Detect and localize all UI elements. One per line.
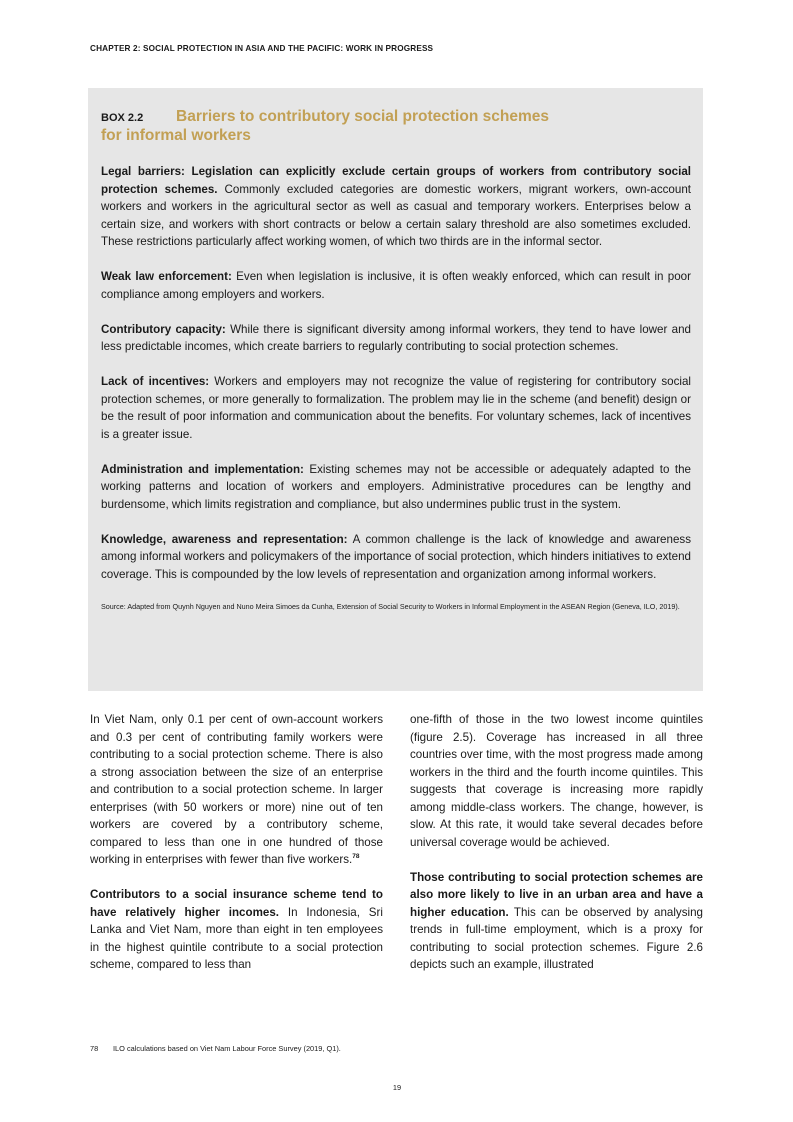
paragraph-text: In Viet Nam, only 0.1 per cent of own-account workers and 0.3 per cent of contributing family workers were contributing to a social protection scheme. There is also a strong association between the size of an enterprise and contribution to a social protection scheme. In larger enterprises (with 50 workers or more) nine out of ten workers are covered by a contributory scheme, compared to less than one in one hundred of those working in enterprises with fewer than five workers. xyxy=(90,713,383,866)
body-paragraph xyxy=(410,869,703,974)
box-paragraph-knowledge xyxy=(101,531,691,584)
paragraph-lead: Administration and implementation: xyxy=(101,462,304,476)
body-column-right xyxy=(410,711,703,991)
box-paragraphs xyxy=(101,163,691,583)
footnote-text: ILO calculations based on Viet Nam Labour Force Survey (2019, Q1). xyxy=(113,1044,341,1053)
box-title-text xyxy=(101,108,691,144)
paragraph-lead: Contributory capacity: xyxy=(101,322,226,336)
paragraph-lead: Legal barriers: Legislation can explicitly exclude certain groups of workers from contributory social protection schemes. xyxy=(101,165,691,196)
box-paragraph-lack-of-incentives xyxy=(101,373,691,443)
paragraph-text: A common challenge is the lack of knowledge and awareness among informal workers and policymakers of the importance of social protection, which hinders initiatives to extend coverage. This is compounded by the low levels of representation and organization among informal workers. xyxy=(101,532,691,581)
footnote-number: 78 xyxy=(90,1044,99,1053)
box-paragraph-administration xyxy=(101,461,691,514)
body-paragraph xyxy=(90,886,383,974)
footnote-reference[interactable]: 78 xyxy=(352,853,360,861)
paragraph-text: Even when legislation is inclusive, it is often weakly enforced, which can result in poor compliance among employers and workers. xyxy=(101,270,691,301)
paragraph-lead: Contributors to a social insurance scheme tend to have relatively higher incomes. xyxy=(90,888,383,919)
paragraph-text: In Indonesia, Sri Lanka and Viet Nam, more than eight in ten employees in the highest quintile contribute to a social protection scheme, compared to less than xyxy=(90,905,383,971)
box-paragraph-weak-law-enforcement xyxy=(101,268,691,303)
paragraph-text: This can be observed by analysing trends in full-time employment, which is a proxy for contributing to social protection schemes. Figure 2.6 depicts such an example, illustrated xyxy=(410,905,703,971)
paragraph-lead: Those contributing to social protection schemes are also more likely to live in an urban area and have a higher education. xyxy=(410,870,703,919)
paragraph-text: Workers and employers may not recognize the value of registering for contributory social protection schemes, or more generally to formalization. The problem may lie in the scheme (and benefit) design or be the result of poor information and communication about the benefits. For voluntary schemes, lack of incentives is a greater issue. xyxy=(101,375,691,441)
body-paragraph xyxy=(90,711,383,869)
paragraph-text: Existing schemes may not be accessible or adequately adapted to the working patterns and location of workers and employers. Administrative procedures can be lengthy and burdensome, which limits registration and compliance, but also undermines public trust in the system. xyxy=(101,462,692,511)
chapter-header: CHAPTER 2: SOCIAL PROTECTION IN ASIA AND THE PACIFIC: WORK IN PROGRESS xyxy=(90,44,434,53)
box-title xyxy=(101,108,691,144)
paragraph-lead: Weak law enforcement: xyxy=(101,270,232,283)
box-2-2 xyxy=(88,88,703,691)
box-title-line1: Barriers to contributory social protection schemes xyxy=(176,108,549,125)
footnote xyxy=(90,1044,341,1053)
box-paragraph-contributory-capacity xyxy=(101,321,691,356)
paragraph-lead: Knowledge, awareness and representation: xyxy=(101,532,348,546)
paragraph-lead: Lack of incentives: xyxy=(101,375,210,388)
body-column-left xyxy=(90,711,383,991)
body-paragraph xyxy=(410,711,703,851)
box-title-line2: for informal workers xyxy=(101,127,251,144)
box-number: BOX 2.2 xyxy=(101,112,144,124)
box-paragraph-legal-barriers xyxy=(101,163,691,251)
paragraph-text: While there is significant diversity among informal workers, they tend to have lower and less predictable incomes, which create barriers to regularly contributing to social protection schemes. xyxy=(101,322,691,353)
paragraph-text: one-fifth of those in the two lowest income quintiles (figure 2.5). Coverage has increased in all three countries over time, with the most progress made among workers in the third and the fourth income quintiles. This suggests that coverage is increasing more rapidly among middle-class workers. The change, however, is slow. At this rate, it would take several decades before universal coverage would be achieved. xyxy=(410,713,703,849)
page-number: 19 xyxy=(392,1083,402,1092)
box-source: Source: Adapted from Quynh Nguyen and Nuno Meira Simoes da Cunha, Extension of Social Security to Workers in Informal Employment in the ASEAN Region (Geneva, ILO, 2019). xyxy=(101,601,680,611)
paragraph-text: Commonly excluded categories are domestic workers, migrant workers, own-account workers and workers in the agricultural sector as well as casual and temporary workers. Enterprises below a certain size, and workers with short contracts or below a certain salary threshold are also sometimes excluded. These restrictions particularly affect working women, of which two thirds are in the informal sector. xyxy=(101,182,691,248)
